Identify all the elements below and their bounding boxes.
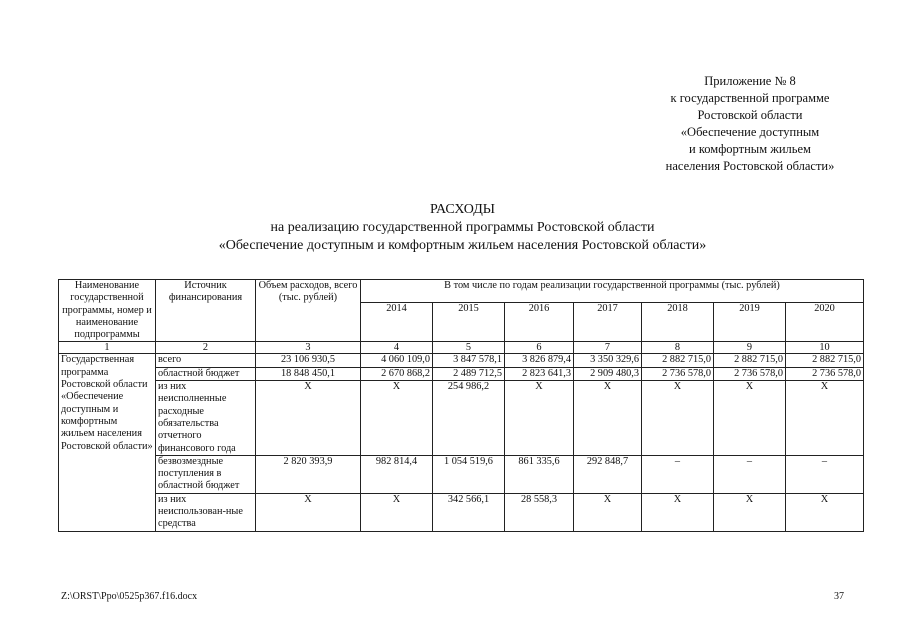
year-value-cell: 2 909 480,3 <box>574 367 642 380</box>
header-year: 2014 <box>361 303 433 342</box>
header-total: Объем расходов, всего (тыс. рублей) <box>256 280 361 342</box>
year-value-cell: 292 848,7 <box>574 455 642 493</box>
year-value-cell: X <box>505 381 574 456</box>
header-year: 2015 <box>433 303 505 342</box>
header-year: 2016 <box>505 303 574 342</box>
year-value-cell: 28 558,3 <box>505 493 574 531</box>
appendix-line: «Обеспечение доступным <box>680 125 820 139</box>
footer-file-path: Z:\ORST\Ppo\0525p367.f16.docx <box>61 591 198 602</box>
year-value-cell: 254 986,2 <box>433 381 505 456</box>
total-cell: 23 106 930,5 <box>256 354 361 367</box>
year-value-cell: 2 736 578,0 <box>786 367 864 380</box>
column-number-row <box>59 342 864 354</box>
total-cell: 2 820 393,9 <box>256 455 361 493</box>
source-cell: из них неисполненные расходные обязательства отчетного финансового года <box>156 381 256 456</box>
document-heading <box>60 201 865 255</box>
year-value-cell: X <box>714 493 786 531</box>
year-value-cell: X <box>786 381 864 456</box>
appendix-line: Приложение № 8 <box>704 74 796 88</box>
column-number: 8 <box>642 342 714 354</box>
header-program-name: Наименование государственной программы, номер и наименование подпрограммы <box>59 280 156 342</box>
header-year: 2020 <box>786 303 864 342</box>
column-number: 6 <box>505 342 574 354</box>
source-cell: областной бюджет <box>156 367 256 380</box>
year-value-cell: 2 823 641,3 <box>505 367 574 380</box>
table-row <box>59 455 864 493</box>
column-number: 2 <box>156 342 256 354</box>
total-cell: 18 848 450,1 <box>256 367 361 380</box>
year-value-cell: 861 335,6 <box>505 455 574 493</box>
column-number: 10 <box>786 342 864 354</box>
column-number: 7 <box>574 342 642 354</box>
year-value-cell: X <box>574 381 642 456</box>
year-value-cell: 2 882 715,0 <box>714 354 786 367</box>
header-year: 2019 <box>714 303 786 342</box>
document-subtitle: на реализацию государственной программы Ростовской области <box>270 220 655 235</box>
appendix-line: населения Ростовской области» <box>665 159 835 173</box>
year-value-cell: 2 489 712,5 <box>433 367 505 380</box>
year-value-cell: X <box>361 381 433 456</box>
column-number: 1 <box>59 342 156 354</box>
table-row <box>59 354 864 367</box>
year-value-cell: 4 060 109,0 <box>361 354 433 367</box>
year-value-cell: 342 566,1 <box>433 493 505 531</box>
appendix-line: и комфортным жильем <box>689 142 811 156</box>
year-value-cell: 2 670 868,2 <box>361 367 433 380</box>
header-by-years: В том числе по годам реализации государственной программы (тыс. рублей) <box>361 280 864 303</box>
total-cell: X <box>256 381 361 456</box>
year-value-cell: X <box>714 381 786 456</box>
total-cell: X <box>256 493 361 531</box>
year-value-cell: X <box>786 493 864 531</box>
year-value-cell: X <box>642 493 714 531</box>
page-number: 37 <box>834 591 844 602</box>
table-row <box>59 493 864 531</box>
expenses-table <box>58 279 864 532</box>
table-row <box>59 381 864 456</box>
appendix-block <box>600 73 900 175</box>
header-source: Источник финансирования <box>156 280 256 342</box>
year-value-cell: 2 736 578,0 <box>642 367 714 380</box>
year-value-cell: 3 350 329,6 <box>574 354 642 367</box>
source-cell: безвозмездные поступления в областной бюджет <box>156 455 256 493</box>
header-year: 2018 <box>642 303 714 342</box>
column-number: 3 <box>256 342 361 354</box>
column-number: 5 <box>433 342 505 354</box>
column-number: 9 <box>714 342 786 354</box>
year-value-cell: 2 736 578,0 <box>714 367 786 380</box>
program-name-cell: Государственная программа Ростовской области «Обеспечение доступным и комфортным жильем населения Ростовской области» <box>59 354 156 531</box>
column-number: 4 <box>361 342 433 354</box>
year-value-cell: 3 847 578,1 <box>433 354 505 367</box>
year-value-cell: X <box>361 493 433 531</box>
source-cell: из них неиспользован-ные средства <box>156 493 256 531</box>
year-value-cell: X <box>574 493 642 531</box>
year-value-cell: 1 054 519,6 <box>433 455 505 493</box>
year-value-cell: 982 814,4 <box>361 455 433 493</box>
document-subtitle: «Обеспечение доступным и комфортным жильем населения Ростовской области» <box>218 238 707 253</box>
year-value-cell: X <box>642 381 714 456</box>
appendix-line: к государственной программе <box>670 91 830 105</box>
table-header-row <box>59 280 864 303</box>
source-cell: всего <box>156 354 256 367</box>
header-year: 2017 <box>574 303 642 342</box>
table-row <box>59 367 864 380</box>
year-value-cell: 2 882 715,0 <box>642 354 714 367</box>
year-value-cell: 2 882 715,0 <box>786 354 864 367</box>
year-value-cell: 3 826 879,4 <box>505 354 574 367</box>
year-value-cell: – <box>714 455 786 493</box>
year-value-cell: – <box>642 455 714 493</box>
appendix-line: Ростовской области <box>697 108 803 122</box>
document-title: РАСХОДЫ <box>430 202 495 217</box>
year-value-cell: – <box>786 455 864 493</box>
